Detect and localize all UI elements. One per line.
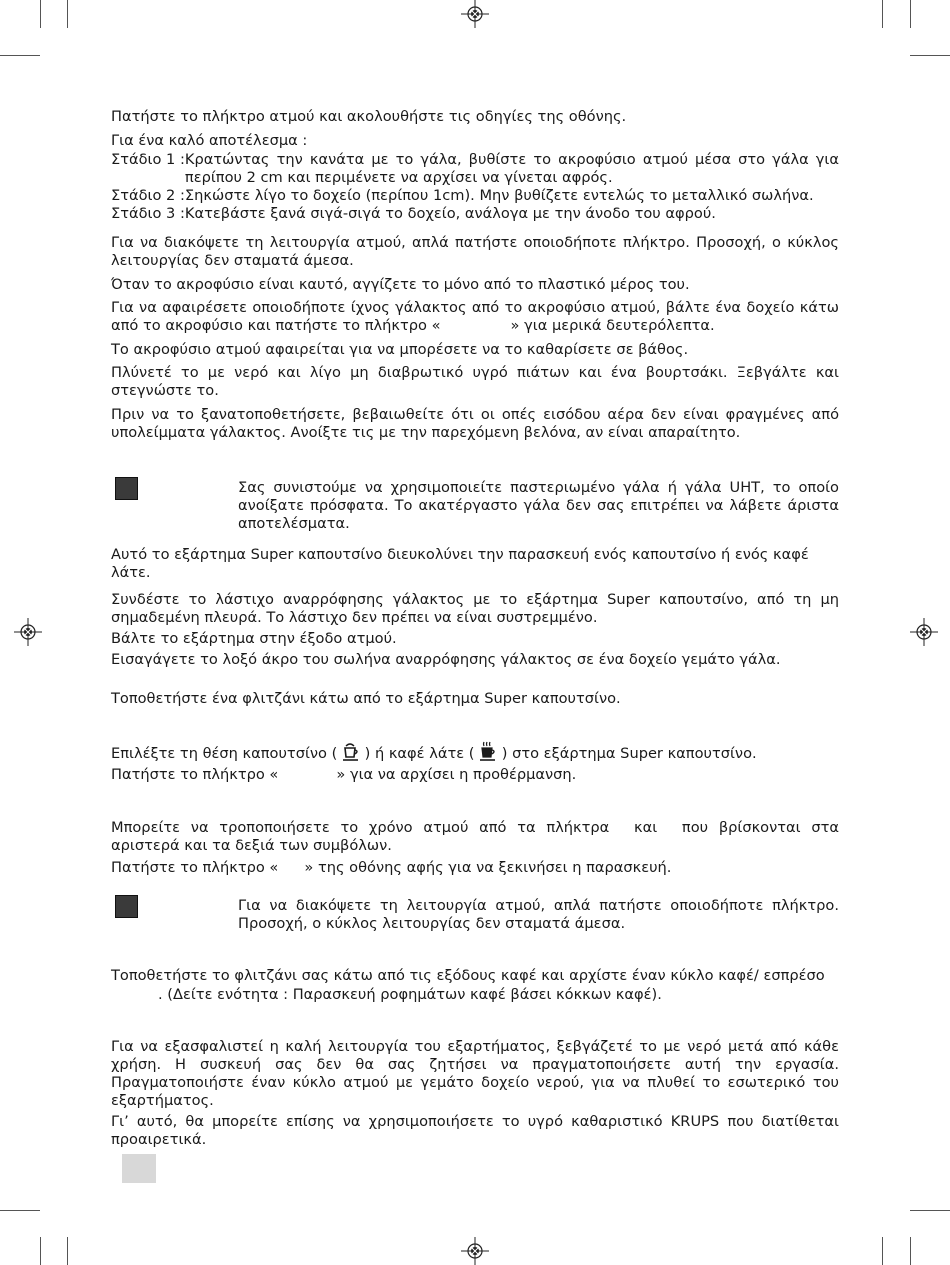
stage-item [111, 187, 839, 205]
crop-mark [910, 0, 911, 28]
instruction-text: Βάλτε το εξάρτημα στην έξοδο ατμού. [111, 630, 397, 647]
instruction-text: Για να διακόψετε τη λειτουργία ατμού, απλά πατήστε οποιοδήποτε πλήκτρο. Προσοχή, ο κύκλος λειτουργίας δεν σταματά άμεσα. [111, 234, 839, 269]
cappuccino-cup-icon [342, 741, 360, 761]
instruction-text [111, 819, 839, 855]
text-segment: ) στο εξάρτημα Super καπουτσίνο. [501, 745, 757, 762]
crop-mark [882, 1237, 883, 1265]
text-segment: Για να αφαιρέσετε οποιοδήποτε ίχνος γάλακτος από το ακροφύσιο ατμού, βάλτε ένα δοχείο κάτω από το ακροφύσιο και πατήστε το πλήκτρο « [111, 299, 839, 334]
instruction-text: Τοποθετήστε το φλιτζάνι σας κάτω από τις εξόδους καφέ και αρχίστε έναν κύκλο καφέ/ εσπρέσο [111, 967, 825, 984]
note-text: Σας συνιστούμε να χρησιμοποιείτε παστεριωμένο γάλα ή γάλα UHT, το οποίο ανοίξατε πρόσφατα. Το ακατέργαστο γάλα δεν σας επιτρέπει να λάβετε άριστα αποτελέσματα. [238, 479, 839, 532]
text-segment: Πατήστε το πλήκτρο « [111, 766, 279, 783]
crop-mark [40, 1237, 41, 1265]
registration-mark-icon [14, 618, 42, 646]
instruction-text: Πλύνετέ το με νερό και λίγο μη διαβρωτικό υγρό πιάτων και ένα βουρτσάκι. Ξεβγάλτε και στεγνώστε το. [111, 364, 839, 399]
crop-mark [910, 1210, 950, 1211]
text-segment: και [634, 819, 658, 836]
crop-mark [882, 0, 883, 28]
instruction-text: Συνδέστε το λάστιχο αναρρόφησης γάλακτος με το εξάρτημα Super καπουτσίνο, από τη μη σημαδεμένη πλευρά. Το λάστιχο δεν πρέπει να είναι συστρεμμένο. [111, 591, 839, 626]
instruction-text [111, 741, 839, 763]
text-segment: Πατήστε το πλήκτρο « [111, 859, 279, 876]
instruction-text: Το ακροφύσιο ατμού αφαιρείται για να μπορέσετε να το καθαρίσετε σε βάθος. [111, 341, 689, 358]
instruction-text [111, 766, 839, 784]
text-segment: » για μερικά δευτερόλεπτα. [510, 317, 715, 334]
text-segment: Μπορείτε να τροποποιήσετε το χρόνο ατμού από τα πλήκτρα [111, 819, 610, 836]
note-text: Για να διακόψετε τη λειτουργία ατμού, απλά πατήστε οποιοδήποτε πλήκτρο. Προσοχή, ο κύκλος λειτουργίας δεν σταματά άμεσα. [238, 897, 839, 932]
note-square-icon [115, 477, 138, 500]
instruction-text: Πατήστε το πλήκτρο ατμού και ακολουθήστε τις οδηγίες της οθόνης. [111, 108, 627, 125]
stage-text: Κατεβάστε ξανά σιγά-σιγά το δοχείο, ανάλογα με την άνοδο του αφρού. [184, 205, 716, 222]
instruction-text: Όταν το ακροφύσιο είναι καυτό, αγγίζετε το μόνο από το πλαστικό μέρος του. [111, 276, 690, 293]
text-segment: » για να αρχίσει η προθέρμανση. [336, 766, 577, 783]
crop-mark [67, 0, 68, 28]
crop-mark [0, 1210, 40, 1211]
stage-text: Σηκώστε λίγο το δοχείο (περίπου 1cm). Μην βυθίζετε εντελώς το μεταλλικό σωλήνα. [184, 187, 814, 204]
instruction-text: Γι’ αυτό, θα μπορείτε επίσης να χρησιμοποιήσετε το υγρό καθαριστικό KRUPS που διατίθεται προαιρετικά. [111, 1113, 839, 1148]
registration-mark-icon [910, 618, 938, 646]
instruction-text: Τοποθετήστε ένα φλιτζάνι κάτω από το εξάρτημα Super καπουτσίνο. [111, 690, 621, 707]
stage-text: Κρατώντας την κανάτα με το γάλα, βυθίστε το ακροφύσιο ατμού μέσα στο γάλα για περίπου 2 cm και περιμένετε να αρχίσει να γίνεται αφρός. [184, 151, 839, 186]
stage-label: Στάδιο 1 : [111, 151, 185, 168]
crop-mark [910, 1237, 911, 1265]
instruction-text: Για ένα καλό αποτέλεσμα : [111, 132, 308, 149]
instruction-text: Για να εξασφαλιστεί η καλή λειτουργία του εξαρτήματος, ξεβγάζετέ το με νερό μετά από κάθε χρήση. Η συσκευή σας δεν θα σας ζητήσει να πραγματοποιήσετε αυτή την εργασία. Πραγματοποιήστε έναν κύκλο ατμού με γεμάτο δοχείο νερού, για να πλυθεί το εσωτερικό του εξαρτήματος. [111, 1038, 839, 1109]
crop-mark [910, 55, 950, 56]
note-square-icon [115, 895, 138, 918]
text-segment: ) ή καφέ λάτε ( [364, 745, 475, 762]
crop-mark [40, 0, 41, 28]
registration-mark-icon [461, 1237, 489, 1265]
instruction-text: Αυτό το εξάρτημα Super καπουτσίνο διευκολύνει την παρασκευή ενός καπουτσίνο ή ενός καφέ λάτε. [111, 546, 809, 581]
crop-mark [67, 1237, 68, 1265]
stage-label: Στάδιο 3 : [111, 205, 185, 222]
instruction-text: Εισαγάγετε το λοξό άκρο του σωλήνα αναρρόφησης γάλακτος σε ένα δοχείο γεμάτο γάλα. [111, 651, 781, 668]
stage-item [111, 151, 839, 187]
stage-item [111, 205, 839, 223]
instruction-text: Πριν να το ξανατοποθετήσετε, βεβαιωθείτε ότι οι οπές εισόδου αέρα δεν είναι φραγμένες από υπολείμματα γάλακτος. Ανοίξτε τις με την παρεχόμενη βελόνα, αν είναι απαραίτητο. [111, 406, 839, 441]
text-segment: που βρίσκονται στα αριστερά και τα δεξιά των συμβόλων. [111, 819, 839, 854]
crop-mark [0, 55, 40, 56]
text-segment: Επιλέξτε τη θέση καπουτσίνο ( [111, 745, 338, 762]
stage-label: Στάδιο 2 : [111, 187, 185, 204]
page-number-box [122, 1154, 156, 1183]
text-segment: . (Δείτε ενότητα : Παρασκευή ροφημάτων καφέ βάσει κόκκων καφέ). [158, 986, 662, 1003]
instruction-text [111, 299, 839, 335]
registration-mark-icon [461, 0, 489, 28]
instruction-text [111, 859, 839, 877]
instruction-text [111, 986, 839, 1004]
text-segment: » της οθόνης αφής για να ξεκινήσει η παρασκευή. [304, 859, 672, 876]
latte-cup-icon [479, 741, 497, 761]
